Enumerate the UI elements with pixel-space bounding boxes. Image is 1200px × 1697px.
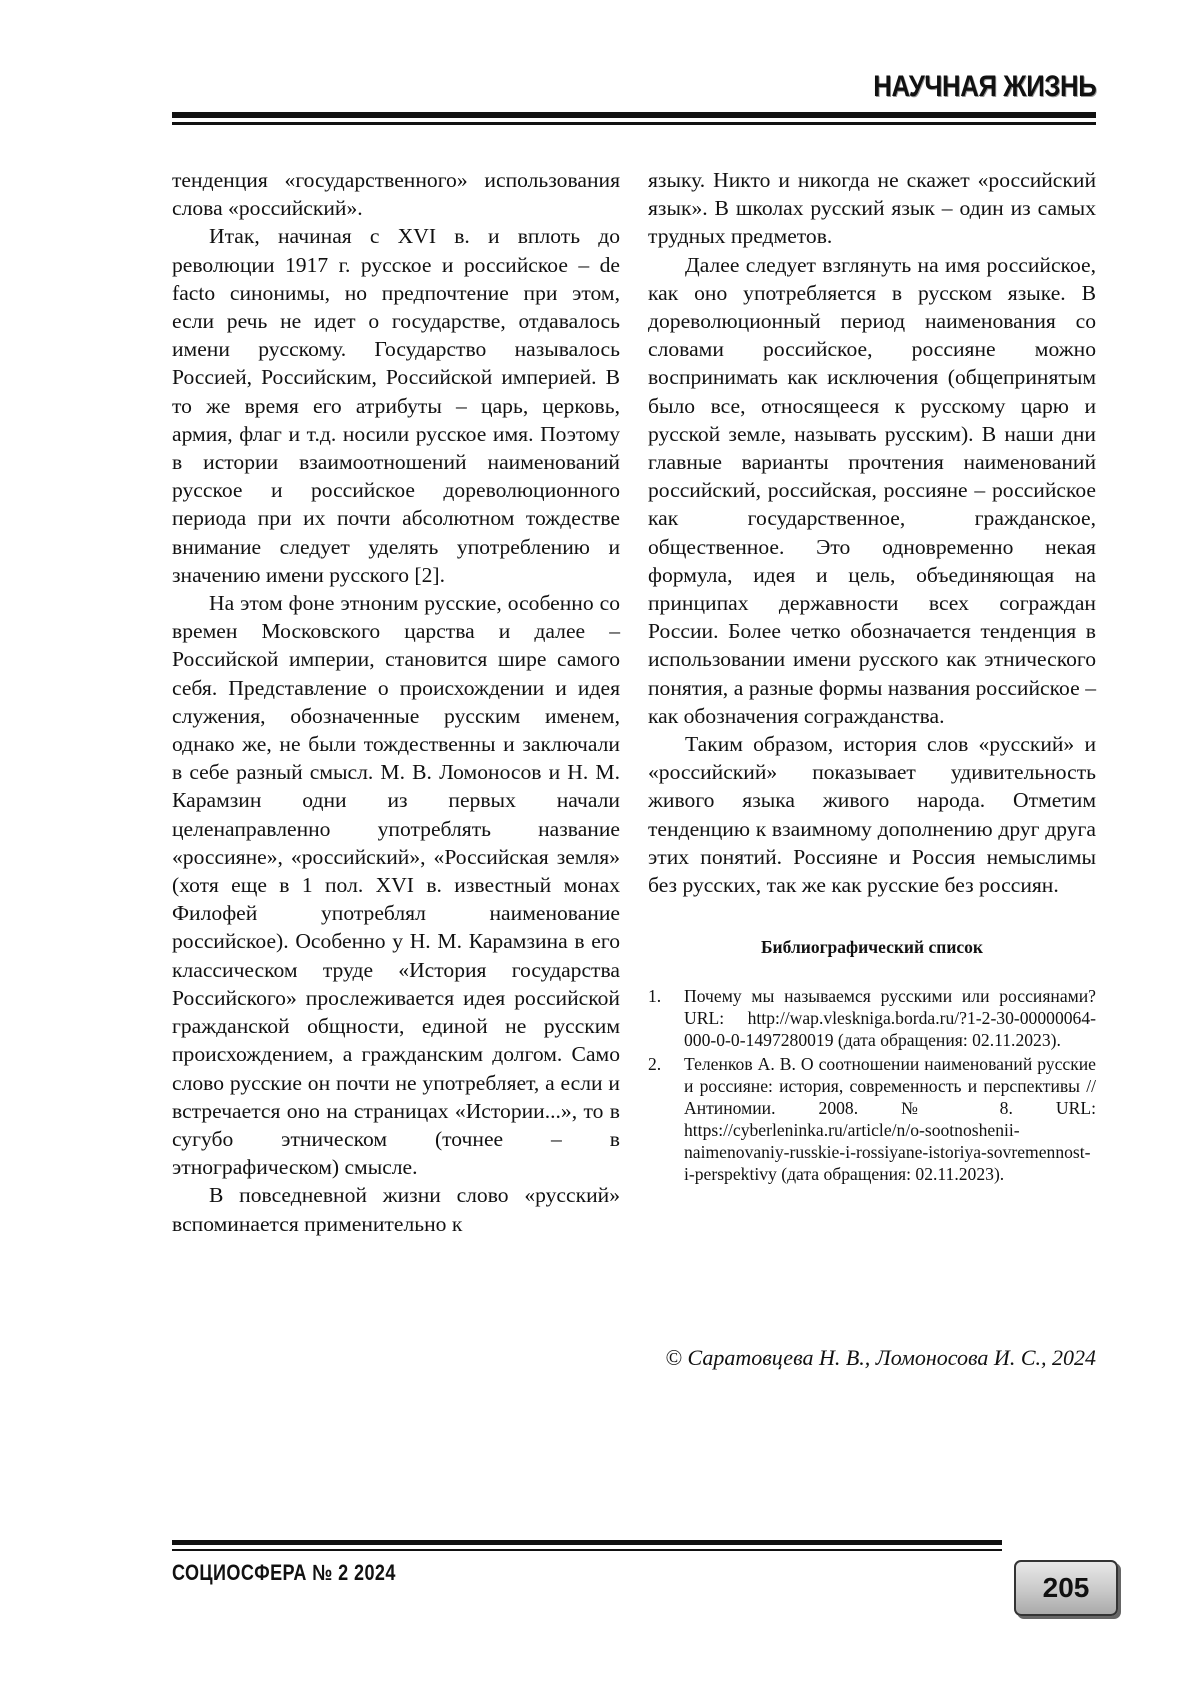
paragraph: Итак, начиная с XVI в. и вплоть до революции 1917 г. русское и российское – de facto синонимы, но предпочтение при этом, если речь не идет о государстве, отдавалось имени русскому. Государство называлось Россией, Российским, Российской империей. В то же время его атрибуты – царь, церковь, армия, флаг и т.д. носили русское имя. Поэтому в истории взаимоотношений наименований русское и российское дореволюционного периода при их почти абсолютном тождестве внимание следует уделять употреблению и значению имени русского [2]. [172,224,620,587]
header-rule-top [172,112,1096,118]
header-rule-bottom [172,122,1096,125]
references-heading: Библиографический список [760,937,983,958]
reference-item [648,985,1096,1051]
page-number: 205 [1042,1572,1090,1603]
right-column [648,166,1096,1187]
paragraph: В повседневной жизни слово «русский» вспоминается применительно к [172,1183,620,1236]
paragraph: Далее следует взглянуть на имя российское, как оно употребляется в русском языке. В дореволюционный период наименования со словами российское, россияне можно воспринимать как исключения (общепринятым было все, относящееся к русскому царю и русской земле, называть русским). В наши дни главные варианты прочтения наименований российский, российская, россияне – российское как государственное, гражданское, общественное. Это одновременно некая формула, идея и цель, объединяющая на принципах державности всех сограждан России. Более четко обозначается тенденция в использовании имени русского как этнического понятия, а разные формы названия российское – как обозначения согражданства. [648,252,1096,728]
paragraph: языку. Никто и никогда не скажет «российский язык». В школах русский язык – один из самых трудных предметов. [648,168,1096,249]
paragraph: На этом фоне этноним русские, особенно со времен Московского царства и далее – Российской империи, становится шире самого себя. Представление о происхождении и идея служения, обозначенные русским именем, однако же, не были тождественны и заключали в себе разный смысл. М. В. Ломоносов и Н. М. Карамзин одни из первых начали целенаправленно употреблять название «россияне», «российский», «Российская земля» (хотя еще в 1 пол. XVI в. известный монах Филофей употреблял наименование российское). Особенно у Н. М. Карамзина в его классическом труде «История государства Российского» прослеживается идея российской гражданской общности, единой не русским происхождением, а гражданским долгом. Само слово русские он почти не употребляет, а если и встречается оно на страницах «Истории...», то в сугубо этническом (точнее – в этнографическом) смысле. [172,591,620,1180]
paragraph: Таким образом, история слов «русский» и «российский» показывает удивительность живого языка живого народа. Отметим тенденцию к взаимному дополнению друг друга этих понятий. Россияне и Россия немыслимы без русских, так же как русские без россиян. [648,732,1096,898]
page-number-badge [1014,1560,1118,1616]
section-title: НАУЧНАЯ ЖИЗНЬ [872,70,1096,103]
footer-rule-top [172,1540,1002,1545]
paragraph: тенденция «государственного» использования слова «российский». [172,168,620,221]
left-column [172,166,620,1238]
footer-rule-bottom [172,1549,1002,1551]
reference-text: Почему мы называемся русскими или россиянами? URL: http://wap.vleskniga.borda.ru/?1-2-30-00000064-000-0-0-1497280019 (дата обращения: 02.11.2023). [684,986,1096,1051]
reference-number: 2. [648,1054,662,1075]
reference-text: Теленков А. В. О соотношении наименований русские и россияне: история, современность и перспективы // Антиномии. 2008. № 8. URL: https://cyberleninka.ru/article/n/o-sootnoshenii-naimenovaniy-russkie-i-rossiyane-istoriya-sovremennost-i-perspektivy (дата обращения: 02.11.2023). [684,1054,1096,1185]
reference-item [648,1053,1096,1185]
journal-name: СОЦИОСФЕРА № 2 2024 [172,1560,396,1585]
references-list [648,985,1096,1185]
copyright-line: © Саратовцева Н. В., Ломоносова И. С., 2024 [665,1345,1096,1370]
reference-number: 1. [648,986,662,1007]
